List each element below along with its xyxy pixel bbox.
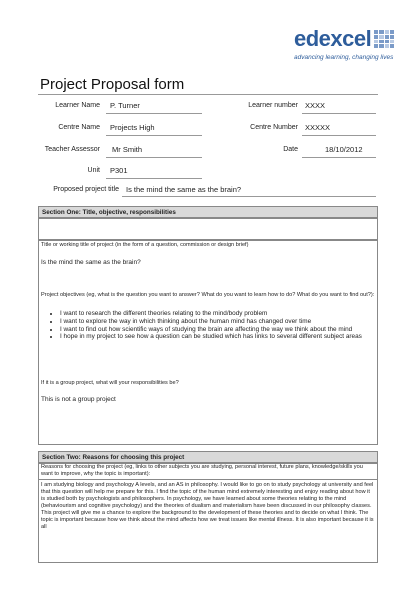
section-one-spacer-box bbox=[38, 218, 378, 240]
reasons-answer[interactable]: I am studying biology and psychology A levels, and an AS in philosophy. I would like to go on to study psychology at university and feel that this question will help me prepare for this. I find the topic of the human mind extremely interesting and enjoy reading about how it is studied both by psychologists and philosophers. In psychology, we have learned about some theories relating to the mind (behaviourism and cognitive psychology) and the theories of dualism and materialism have been discussed in our philosophy classes. This project will give me a chance to explore the background to the development of these theories and to decide on what I think. The topic is important because how we think about the mind affects how we treat issues like mental illness. It is also important because it is all bbox=[41, 482, 374, 530]
objective-item: • I hope in my project to see how a question can be studied which has links to several different subject areas bbox=[60, 333, 382, 341]
objective-item: • I want to research the different theories relating to the mind/body problem bbox=[60, 310, 382, 318]
unit-label: Unit bbox=[87, 167, 100, 174]
proposed-title-underline bbox=[122, 196, 376, 197]
objective-item: • I want to find out how scientific ways of studying the brain are affecting the way we think about the mind bbox=[60, 326, 382, 334]
teacher-assessor-label: Teacher Assessor bbox=[44, 146, 100, 153]
working-title-prompt: Title or working title of project (in the form of a question, commission or design brief) bbox=[41, 242, 249, 248]
centre-number-label: Centre Number bbox=[250, 124, 298, 131]
proposed-title-label: Proposed project title bbox=[53, 186, 119, 193]
date-label: Date bbox=[283, 146, 298, 153]
teacher-assessor-underline bbox=[106, 157, 202, 158]
centre-name-underline bbox=[106, 135, 202, 136]
logo-tagline: advancing learning, changing lives bbox=[294, 54, 394, 61]
centre-name-field[interactable]: Projects High bbox=[110, 123, 155, 132]
teacher-assessor-field[interactable]: Mr Smith bbox=[112, 145, 142, 154]
learner-number-field[interactable]: XXXX bbox=[305, 101, 326, 110]
title-divider bbox=[38, 94, 378, 95]
page-title: Project Proposal form bbox=[40, 76, 185, 93]
learner-name-label: Learner Name bbox=[55, 102, 100, 109]
learner-name-underline bbox=[106, 113, 202, 114]
learner-number-underline bbox=[302, 113, 376, 114]
unit-underline bbox=[106, 178, 202, 179]
logo-wordmark: edexcel bbox=[294, 26, 372, 51]
group-answer[interactable]: This is not a group project bbox=[41, 396, 116, 403]
centre-number-field[interactable]: XXXXX bbox=[305, 123, 331, 132]
proposed-title-field[interactable]: Is the mind the same as the brain? bbox=[126, 185, 242, 194]
learner-number-label: Learner number bbox=[248, 102, 298, 109]
reasons-prompt: Reasons for choosing the project (eg, links to other subjects you are studying, personal interest, future plans, knowledge/skills you want to improve, why the topic is important): bbox=[41, 464, 363, 477]
objective-item: • I want to explore the way in which thinking about the human mind has changed over time bbox=[60, 318, 382, 326]
date-underline bbox=[302, 157, 376, 158]
reasons-divider bbox=[38, 479, 378, 480]
objectives-list bbox=[46, 310, 382, 341]
working-title-answer[interactable]: Is the mind the same as the brain? bbox=[41, 259, 141, 266]
centre-number-underline bbox=[302, 135, 376, 136]
section-two-heading: Section Two: Reasons for choosing this project bbox=[38, 451, 378, 463]
unit-field[interactable]: P301 bbox=[110, 166, 128, 175]
group-prompt: If it is a group project, what will your responsibilities be? bbox=[41, 380, 179, 386]
objectives-prompt: Project objectives (eg, what is the question you want to answer? What do you want to learn how to do? What do you want to find out?): bbox=[41, 292, 375, 298]
edexcel-logo bbox=[294, 26, 394, 66]
learner-name-field[interactable]: P. Turner bbox=[110, 101, 140, 110]
logo-grid-icon bbox=[374, 30, 394, 48]
section-one-box bbox=[38, 240, 378, 445]
centre-name-label: Centre Name bbox=[58, 124, 100, 131]
date-field[interactable]: 18/10/2012 bbox=[325, 145, 363, 154]
section-one-heading: Section One: Title, objective, responsibilities bbox=[38, 206, 378, 218]
